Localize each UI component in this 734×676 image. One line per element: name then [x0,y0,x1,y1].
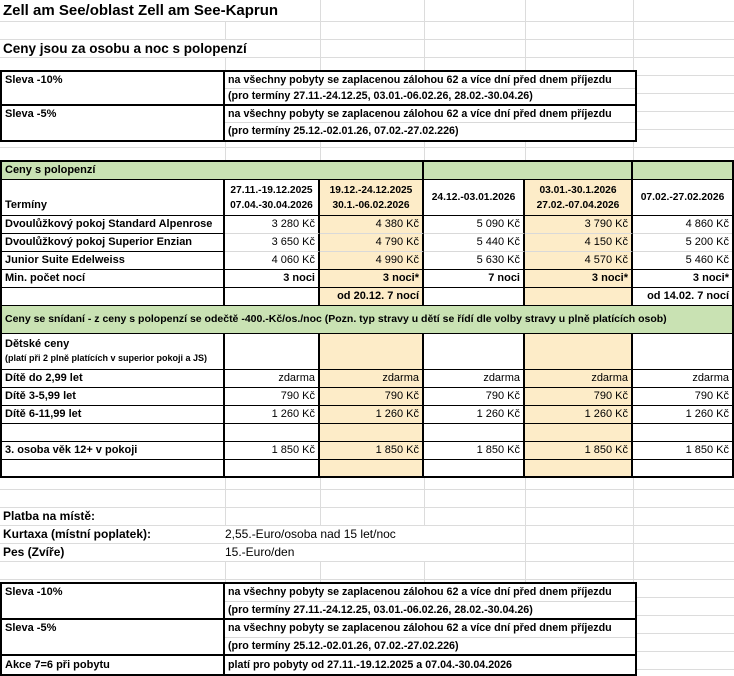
price-cell: 5 440 Kč [424,234,525,252]
empty-cell [225,424,320,442]
price-cell: 3 790 Kč [525,216,633,234]
price-cell: 790 Kč [424,388,525,406]
pet-label: Pes (Zvíře) [3,545,65,559]
price-cell: 3 650 Kč [225,234,320,252]
price-cell: 1 260 Kč [633,406,732,424]
children-title: Dětské ceny [5,338,70,350]
price-cell: 1 260 Kč [424,406,525,424]
price-cell: zdarma [225,370,320,388]
price-cell: 1 850 Kč [633,442,732,460]
min-nights-cell: 3 noci* [633,270,732,288]
child-row-label: Dítě 6-11,99 let [2,406,225,424]
price-cell: 1 850 Kč [424,442,525,460]
empty-cell [225,460,320,476]
discount-terms: (pro termíny 25.12.-02.01.26, 07.02.-27.02.226) [225,638,635,656]
price-cell: 5 090 Kč [424,216,525,234]
min-nights-cell: 3 noci* [525,270,633,288]
discount-terms: (pro termíny 27.11.-24.12.25, 03.01.-06.02.26, 28.02.-30.04.26) [225,89,635,106]
onsite-title: Platba na místě: [0,508,210,525]
child-row-label: Dítě do 2,99 let [2,370,225,388]
price-cell: 1 850 Kč [525,442,633,460]
empty-cell [2,460,225,476]
empty-cell [2,288,225,306]
date-line: 27.02.-07.04.2026 [536,199,620,211]
price-cell: 1 260 Kč [225,406,320,424]
children-condition: (platí při 2 plně platících v superior pokoji a JS) [5,353,208,363]
discount-label: Sleva -10% [2,584,225,620]
discount-text: na všechny pobyty se zaplacenou zálohou 62 a více dní před dnem příjezdu [225,584,635,602]
kurtaxa-label: Kurtaxa (místní poplatek): [3,527,152,541]
price-cell: 4 380 Kč [320,216,424,234]
empty-cell [225,334,320,370]
date-header-3: 24.12.-03.01.2026 [424,180,525,216]
price-cell: 790 Kč [633,388,732,406]
price-cell: 5 460 Kč [633,252,732,270]
price-cell: 1 260 Kč [525,406,633,424]
discount-label: Sleva -5% [2,106,225,140]
min-nights-note: od 14.02. 7 nocí [633,288,732,306]
price-table [0,160,734,478]
discount-table-top [0,70,637,142]
discount-table-bottom [0,582,637,676]
min-nights-cell: 7 noci [424,270,525,288]
price-cell: 4 060 Kč [225,252,320,270]
price-cell: 4 570 Kč [525,252,633,270]
empty-cell [633,424,732,442]
date-line: 30.1.-06.02.2026 [332,199,410,211]
price-cell: zdarma [424,370,525,388]
price-cell: 4 790 Kč [320,234,424,252]
kurtaxa-value: 2,55.-Euro/osoba nad 15 let/noc [225,527,396,541]
discount-label: Sleva -10% [2,72,225,106]
empty-cell [320,424,424,442]
page-title: Zell am See/oblast Zell am See-Kaprun [0,0,310,21]
empty-cell [633,334,732,370]
min-nights-cell: 3 noci* [320,270,424,288]
price-cell: 3 280 Kč [225,216,320,234]
price-cell: zdarma [633,370,732,388]
date-header-5: 07.02.-27.02.2026 [633,180,732,216]
price-cell: 4 990 Kč [320,252,424,270]
page-subtitle: Ceny jsou za osobu a noc s polopenzí [0,40,265,57]
price-cell: zdarma [525,370,633,388]
room-label: Dvoulůžkový pokoj Superior Enzian [2,234,225,252]
empty-cell [633,460,732,476]
children-header [2,334,225,370]
min-nights-note: od 20.12. 7 nocí [320,288,424,306]
min-nights-label: Min. počet nocí [2,270,225,288]
akce-text: platí pro pobyty od 27.11.-19.12.2025 a 07.04.-30.04.2026 [225,656,635,674]
discount-text: na všechny pobyty se zaplacenou zálohou 62 a více dní před dnem příjezdu [225,620,635,638]
empty-cell [320,460,424,476]
empty-cell [320,334,424,370]
room-label: Junior Suite Edelweiss [2,252,225,270]
empty-cell [225,288,320,306]
empty-cell [525,460,633,476]
price-cell: 790 Kč [525,388,633,406]
discount-terms: (pro termíny 25.12.-02.01.26, 07.02.-27.02.226) [225,123,635,140]
price-cell: zdarma [320,370,424,388]
empty-cell [424,424,525,442]
date-header-1 [225,180,320,216]
section-header-cont [633,162,732,180]
price-cell: 4 150 Kč [525,234,633,252]
kurtaxa-row [0,526,480,543]
room-label: Dvoulůžkový pokoj Standard Alpenrose [2,216,225,234]
pet-row [0,544,480,561]
price-cell: 790 Kč [320,388,424,406]
min-nights-cell: 3 noci [225,270,320,288]
section-header: Ceny s polopenzí [2,162,424,180]
empty-cell [424,334,525,370]
terminy-label: Termíny [2,180,225,216]
third-person-label: 3. osoba věk 12+ v pokoji [2,442,225,460]
empty-cell [525,334,633,370]
price-cell: 5 200 Kč [633,234,732,252]
price-cell: 790 Kč [225,388,320,406]
date-line: 19.12.-24.12.2025 [329,184,413,196]
price-cell: 1 260 Kč [320,406,424,424]
date-line: 07.04.-30.04.2026 [230,199,313,211]
date-line: 27.11.-19.12.2025 [230,184,313,196]
date-header-4 [525,180,633,216]
price-cell: 5 630 Kč [424,252,525,270]
discount-label: Sleva -5% [2,620,225,656]
price-cell: 1 850 Kč [320,442,424,460]
akce-label: Akce 7=6 při pobytu [2,656,225,674]
date-header-2 [320,180,424,216]
price-cell: 4 860 Kč [633,216,732,234]
date-line: 03.01.-30.1.2026 [539,184,617,196]
breakfast-note: Ceny se snídaní - z ceny s polopenzí se odečtě -400.-Kč/os./noc (Pozn. typ stravy u dětí se řídí dle volby stravy u plně platících osob) [2,306,732,334]
empty-cell [424,288,525,306]
section-header-cont [424,162,633,180]
empty-cell [424,460,525,476]
discount-text: na všechny pobyty se zaplacenou zálohou 62 a více dní před dnem příjezdu [225,72,635,89]
discount-text: na všechny pobyty se zaplacenou zálohou 62 a více dní před dnem příjezdu [225,106,635,123]
empty-cell [2,424,225,442]
discount-terms: (pro termíny 27.11.-24.12.25, 03.01.-06.02.26, 28.02.-30.04.26) [225,602,635,620]
empty-cell [525,288,633,306]
pet-value: 15.-Euro/den [225,545,295,559]
empty-cell [525,424,633,442]
child-row-label: Dítě 3-5,99 let [2,388,225,406]
price-cell: 1 850 Kč [225,442,320,460]
